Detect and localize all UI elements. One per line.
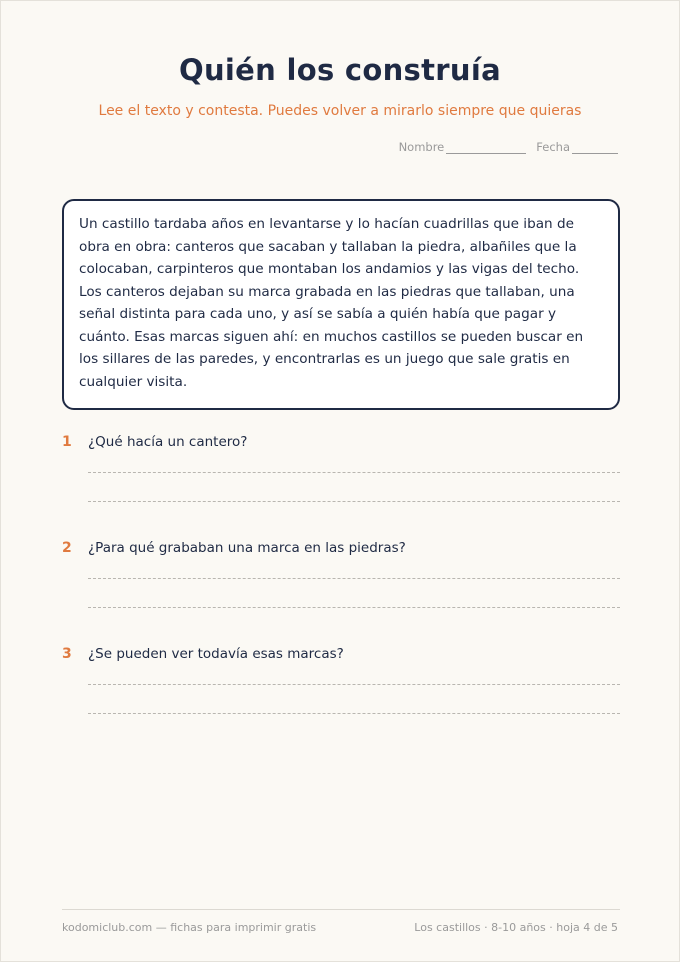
instructions: Lee el texto y contesta. Puedes volver a mirarlo siempre que quieras [98, 103, 582, 119]
question-text: ¿Se pueden ver todavía esas marcas? [88, 646, 344, 662]
question-text: ¿Para qué grababan una marca en las piedras? [88, 540, 406, 556]
question-number: 2 [62, 540, 72, 556]
answer-line[interactable] [88, 578, 620, 579]
answer-line[interactable] [88, 501, 620, 502]
footer-divider [62, 909, 620, 910]
question-2 [62, 540, 620, 620]
date-blank[interactable] [572, 141, 618, 154]
answer-line[interactable] [88, 713, 620, 714]
footer-site: kodomiclub.com — fichas para imprimir gratis [62, 921, 317, 934]
answer-line[interactable] [88, 607, 620, 608]
question-3 [62, 646, 620, 726]
question-1 [62, 434, 620, 514]
question-number: 3 [62, 646, 72, 662]
name-label: Nombre [398, 140, 445, 154]
question-number: 1 [62, 434, 72, 450]
question-text: ¿Qué hacía un cantero? [88, 434, 248, 450]
name-date-fields [399, 140, 618, 154]
name-blank[interactable] [446, 141, 526, 154]
page-title: Quién los construía [179, 53, 501, 87]
date-label: Fecha [536, 140, 570, 154]
footer-sheet-info: Los castillos · 8-10 años · hoja 4 de 5 [414, 921, 618, 934]
answer-line[interactable] [88, 472, 620, 473]
answer-line[interactable] [88, 684, 620, 685]
reading-passage: Un castillo tardaba años en levantarse y lo hacían cuadrillas que iban de obra en obra: canteros que sacaban y tallaban la piedra, albañiles que la colocaban, carpinteros que montaban los andamios y las vigas del techo. Los canteros dejaban su marca grabada en las piedras que tallaban, una señal distinta para cada uno, y así se sabía a quién había que pagar y cuánto. Esas marcas siguen ahí: en muchos castillos se pueden buscar en los sillares de las paredes, y encontrarlas es un juego que sale gratis en cualquier visita. [62, 199, 620, 410]
